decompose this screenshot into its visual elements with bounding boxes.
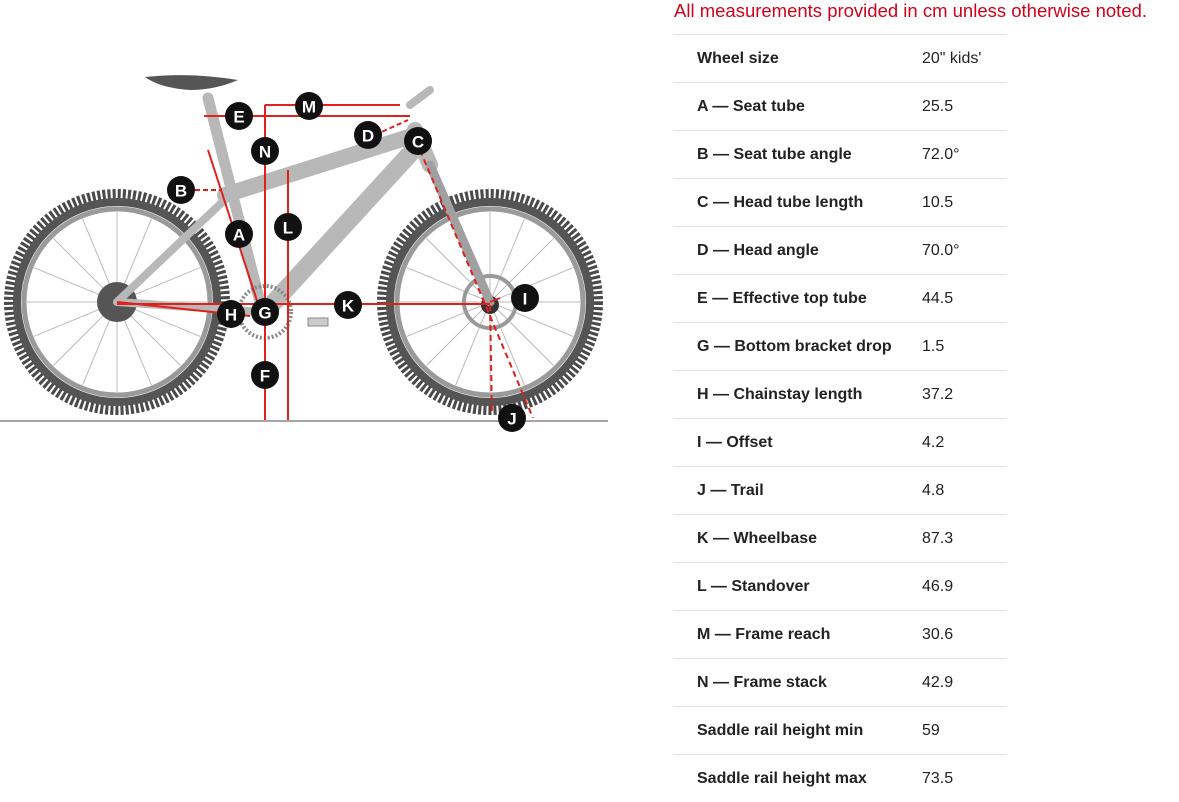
svg-text:N: N xyxy=(259,143,271,162)
table-row xyxy=(674,83,1006,131)
diagram-label-e xyxy=(225,102,253,130)
measurement-value: 30.6 xyxy=(922,611,1006,659)
measurement-label: I — Offset xyxy=(674,419,922,467)
table-row xyxy=(674,707,1006,755)
spoke xyxy=(426,302,490,366)
measurement-note: All measurements provided in cm unless otherwise noted. xyxy=(674,0,1147,22)
geometry-table xyxy=(674,34,1006,802)
measurement-label: C — Head tube length xyxy=(674,179,922,227)
measurement-value: 37.2 xyxy=(922,371,1006,419)
measurement-label: A — Seat tube xyxy=(674,83,922,131)
measurement-label: K — Wheelbase xyxy=(674,515,922,563)
table-row xyxy=(674,227,1006,275)
table-row xyxy=(674,179,1006,227)
svg-text:J: J xyxy=(507,410,516,429)
measurement-value: 4.8 xyxy=(922,467,1006,515)
diagram-label-a xyxy=(225,220,253,248)
measurement-label: D — Head angle xyxy=(674,227,922,275)
diagram-label-n xyxy=(251,137,279,165)
measurement-value: 25.5 xyxy=(922,83,1006,131)
diagram-label-d xyxy=(354,121,382,149)
table-row xyxy=(674,323,1006,371)
measurement-label: E — Effective top tube xyxy=(674,275,922,323)
measurement-label: Saddle rail height max xyxy=(674,755,922,802)
table-row xyxy=(674,467,1006,515)
diagram-label-l xyxy=(274,213,302,241)
diagram-label-f xyxy=(251,361,279,389)
svg-text:M: M xyxy=(302,98,316,117)
measurement-value: 4.2 xyxy=(922,419,1006,467)
pedal xyxy=(308,318,328,326)
table-row xyxy=(674,371,1006,419)
table-row xyxy=(674,35,1006,83)
table-row xyxy=(674,515,1006,563)
svg-text:B: B xyxy=(175,182,187,201)
diagram-label-g xyxy=(251,298,279,326)
table-row xyxy=(674,755,1006,802)
table-row xyxy=(674,275,1006,323)
bike-geometry-diagram xyxy=(0,0,612,440)
measurement-value: 59 xyxy=(922,707,1006,755)
measurement-label: Wheel size xyxy=(674,35,922,83)
diagram-label-b xyxy=(167,176,195,204)
measurement-value: 70.0° xyxy=(922,227,1006,275)
diagram-label-m xyxy=(295,92,323,120)
svg-text:L: L xyxy=(283,219,293,238)
svg-text:C: C xyxy=(412,133,424,152)
table-row xyxy=(674,611,1006,659)
measurement-label: H — Chainstay length xyxy=(674,371,922,419)
svg-text:G: G xyxy=(258,304,271,323)
diagram-label-c xyxy=(404,127,432,155)
measurement-value: 20" kids' xyxy=(922,35,1006,83)
svg-text:K: K xyxy=(342,297,355,316)
measurement-label: Saddle rail height min xyxy=(674,707,922,755)
measurement-value: 73.5 xyxy=(922,755,1006,802)
svg-text:A: A xyxy=(233,226,245,245)
saddle xyxy=(145,75,238,90)
measurement-label: J — Trail xyxy=(674,467,922,515)
table-row xyxy=(674,563,1006,611)
diagram-label-h xyxy=(217,300,245,328)
measurement-value: 44.5 xyxy=(922,275,1006,323)
measurement-value: 42.9 xyxy=(922,659,1006,707)
table-row xyxy=(674,659,1006,707)
table-row xyxy=(674,131,1006,179)
diagram-label-k xyxy=(334,291,362,319)
svg-text:F: F xyxy=(260,367,270,386)
svg-text:E: E xyxy=(233,108,244,127)
svg-text:I: I xyxy=(523,290,528,309)
diagram-label-i xyxy=(511,284,539,312)
measurement-label: L — Standover xyxy=(674,563,922,611)
measurement-label: M — Frame reach xyxy=(674,611,922,659)
table-row xyxy=(674,419,1006,467)
measurement-label: G — Bottom bracket drop xyxy=(674,323,922,371)
measurement-value: 1.5 xyxy=(922,323,1006,371)
measurement-value: 46.9 xyxy=(922,563,1006,611)
svg-text:D: D xyxy=(362,127,374,146)
svg-text:H: H xyxy=(225,306,237,325)
diagram-label-j xyxy=(498,404,526,432)
measurement-label: B — Seat tube angle xyxy=(674,131,922,179)
measurement-value: 72.0° xyxy=(922,131,1006,179)
measurement-value: 10.5 xyxy=(922,179,1006,227)
measurement-value: 87.3 xyxy=(922,515,1006,563)
measurement-label: N — Frame stack xyxy=(674,659,922,707)
